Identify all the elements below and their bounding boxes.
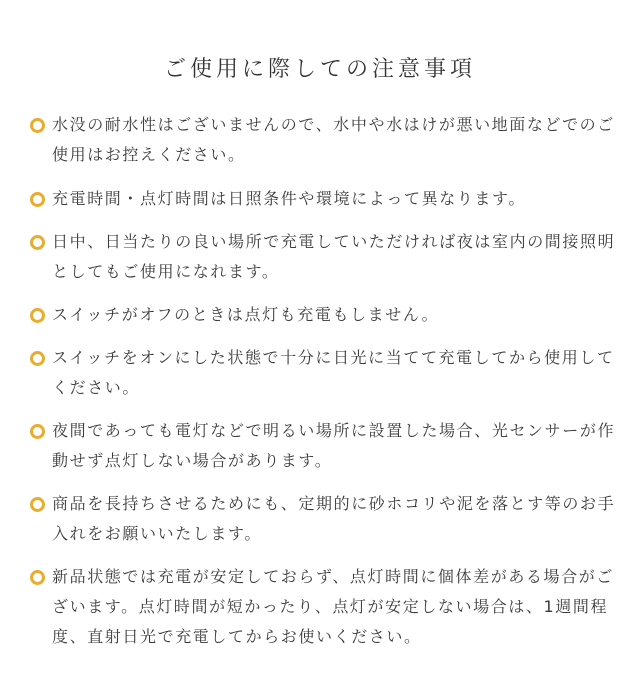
note-text: 商品を長持ちさせるためにも、定期的に砂ホコリや泥を落とす等のお手入れをお願いいたします。 bbox=[52, 494, 616, 543]
notes-list bbox=[30, 110, 620, 665]
list-item bbox=[30, 343, 620, 403]
list-item bbox=[30, 227, 620, 287]
circle-bullet-icon bbox=[30, 497, 45, 512]
list-item bbox=[30, 110, 620, 170]
circle-bullet-icon bbox=[30, 192, 45, 207]
circle-bullet-icon bbox=[30, 235, 45, 250]
note-text: 充電時間・点灯時間は日照条件や環境によって異なります。 bbox=[52, 189, 526, 208]
circle-bullet-icon bbox=[30, 118, 45, 133]
circle-bullet-icon bbox=[30, 424, 45, 439]
list-item bbox=[30, 489, 620, 549]
note-text: 夜間であっても電灯などで明るい場所に設置した場合、光センサーが作動せず点灯しない場合があります。 bbox=[52, 421, 616, 470]
list-item bbox=[30, 300, 620, 330]
list-item bbox=[30, 184, 620, 214]
note-text: 新品状態では充電が安定しておらず、点灯時間に個体差がある場合がございます。点灯時間が短かったり、点灯が安定しない場合は、1週間程度、直射日光で充電してからお使いください。 bbox=[52, 567, 614, 646]
page-title: ご使用に際しての注意事項 bbox=[163, 57, 476, 82]
note-text: 日中、日当たりの良い場所で充電していただければ夜は室内の間接照明としてもご使用になれます。 bbox=[52, 232, 616, 281]
list-item bbox=[30, 562, 620, 652]
note-text: スイッチをオンにした状態で十分に日光に当てて充電してから使用してください。 bbox=[52, 348, 615, 397]
list-item bbox=[30, 416, 620, 476]
circle-bullet-icon bbox=[30, 308, 45, 323]
note-text: スイッチがオフのときは点灯も充電もしません。 bbox=[52, 305, 440, 324]
circle-bullet-icon bbox=[30, 351, 45, 366]
note-text: 水没の耐水性はございませんので、水中や水はけが悪い地面などでのご使用はお控えください。 bbox=[52, 115, 615, 164]
circle-bullet-icon bbox=[30, 570, 45, 585]
